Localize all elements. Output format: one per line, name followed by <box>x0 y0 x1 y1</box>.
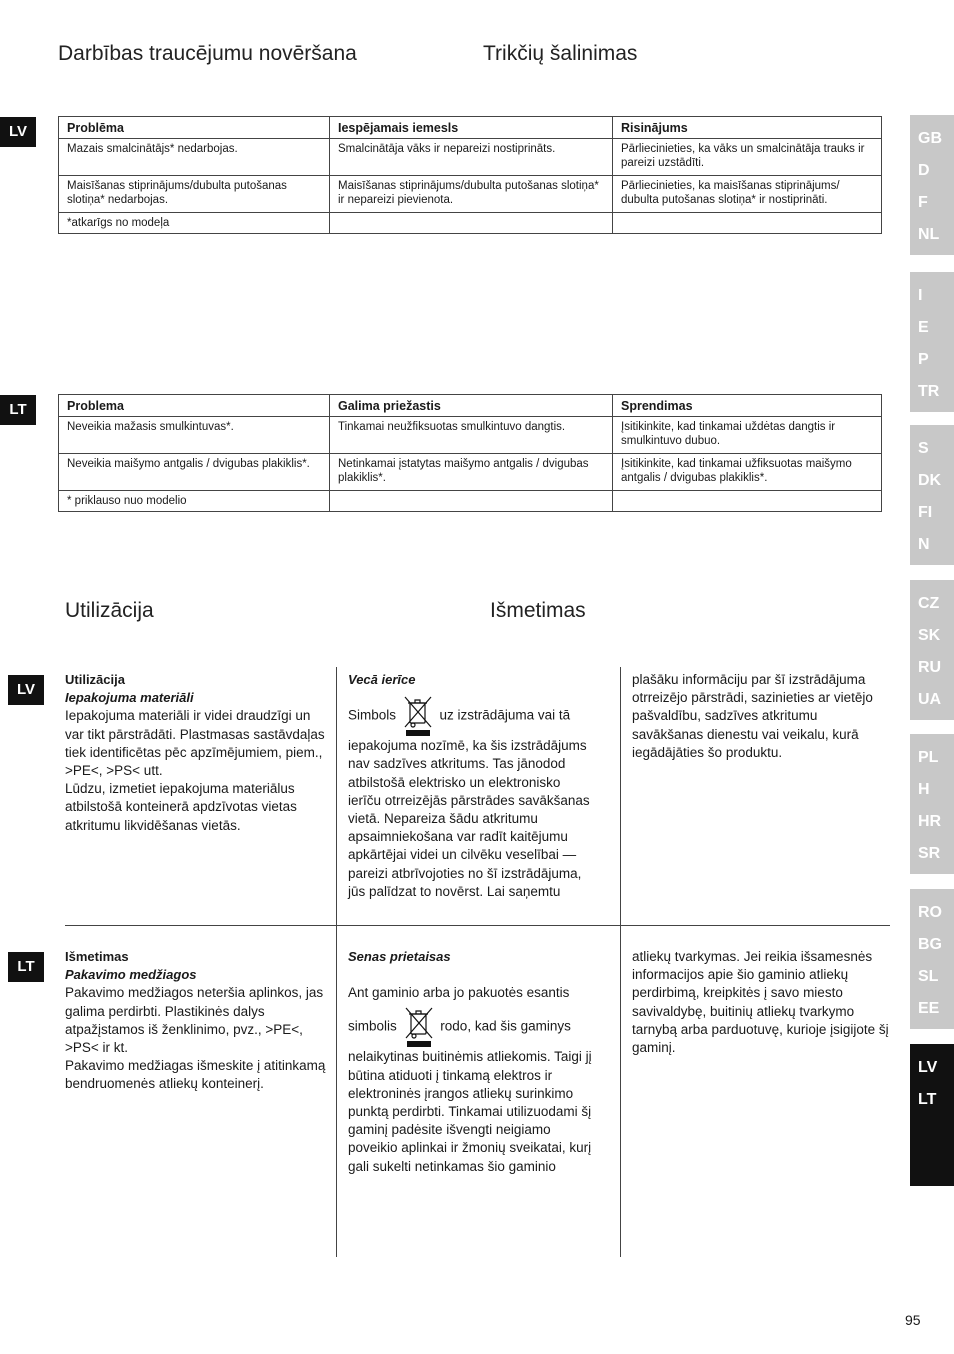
table-header-cell: Iespējamais iemesls <box>330 117 613 139</box>
table-cell: * priklauso nuo modelio <box>59 491 330 512</box>
side-lang-item[interactable]: RU <box>918 659 942 676</box>
page-number: 95 <box>905 1312 921 1328</box>
column-divider <box>620 667 621 1257</box>
side-lang-item-active[interactable]: LV <box>918 1059 938 1076</box>
side-lang-group <box>910 734 954 874</box>
table-cell: Pārliecinieties, ka vāks un smalcinātāja trauks ir pareizi uzstādīti. <box>613 139 882 176</box>
disposal-paragraph: Pakavimo medžiagas išmeskite į atitinkamą bendruomenės atliekų konteinerį. <box>65 1058 326 1092</box>
table-cell: Smalcinātāja vāks ir nepareizi nostiprināts. <box>330 139 613 176</box>
disposal-text: simbolis <box>348 1018 397 1034</box>
side-lang-item[interactable]: SK <box>918 627 941 644</box>
side-lang-item[interactable]: S <box>918 440 929 457</box>
disposal-subtitle: Pakavimo medžiagos <box>65 967 197 983</box>
disposal-subtitle: Iepakojuma materiāli <box>65 690 194 706</box>
lang-tag-lv-disposal: LV <box>8 675 44 705</box>
table-header-row <box>59 395 882 417</box>
disposal-text: Ant gaminio arba jo pakuotės esantis <box>348 985 570 1001</box>
row-divider <box>65 925 890 926</box>
table-cell: Maisīšanas stiprinājums/dubulta putošanas slotiņa* nedarbojas. <box>59 176 330 213</box>
disposal-lv-col1 <box>65 671 327 835</box>
disposal-lv-col3 <box>632 671 882 762</box>
table-row <box>59 417 882 454</box>
side-lang-group <box>910 272 954 412</box>
disposal-text: uz izstrādājuma vai tā iepakojuma nozīmē, ka šis izstrādājums nav sadzīves atkritums. Tas jānodod atbilstošā elektrisko un elektronisko ierīču otrreizējās pārstrādes savākšanas vietā. Nepareiza šādu atkritumu apsaimniekošana var radīt kaitējumu apkārtējai videi un cilvēku veselībai — pareizi atbrīvojoties no šī izstrādājuma, jūs palīdzat to novērst. Lai saņemtu <box>348 707 590 899</box>
side-lang-item[interactable]: N <box>918 536 930 553</box>
table-header-row <box>59 117 882 139</box>
table-cell: Įsitikinkite, kad tinkamai užfiksuotas maišymo antgalis / dvigubas plakiklis*. <box>613 454 882 491</box>
side-lang-item[interactable]: P <box>918 351 929 368</box>
side-lang-item[interactable]: F <box>918 194 928 211</box>
side-lang-item[interactable]: PL <box>918 749 939 766</box>
side-lang-group <box>910 580 954 720</box>
side-lang-group <box>910 889 954 1029</box>
side-lang-item[interactable]: GB <box>918 130 942 147</box>
lang-tag-lv: LV <box>0 117 36 147</box>
disposal-paragraph: atliekų tvarkymas. Jei reikia išsamesnės informacijos apie šio gaminio atliekų perdirbimą, kreipkitės į savo miesto savivaldybę, buitinių atliekų tvarkymo tarnybą arba parduotuvę, kurioje įsigijote šį gaminį. <box>632 949 889 1056</box>
table-row <box>59 139 882 176</box>
side-lang-item[interactable]: FI <box>918 504 933 521</box>
side-lang-item[interactable]: EE <box>918 1000 940 1017</box>
table-cell: Neveikia mažasis smulkintuvas*. <box>59 417 330 454</box>
table-cell: Netinkamai įstatytas maišymo antgalis / dvigubas plakiklis*. <box>330 454 613 491</box>
disposal-lt-col2 <box>348 948 598 1176</box>
side-lang-item[interactable]: H <box>918 781 930 798</box>
table-cell: Tinkamai neužfiksuotas smulkintuvo dangtis. <box>330 417 613 454</box>
table-header-cell: Problēma <box>59 117 330 139</box>
side-lang-item[interactable]: D <box>918 162 930 179</box>
side-lang-item[interactable]: NL <box>918 226 940 243</box>
table-header-cell: Galima priežastis <box>330 395 613 417</box>
disposal-text: rodo, kad šis gaminys nelaikytinas buitinėmis atliekomis. Taigi jį būtina atiduoti į tinkamą elektros ir elektroninės įrangos atliekų surinkimo punktą perdirbti. Tinkamai utilizuodami šį gaminį padėsite išvengti neigiamo poveikio aplinkai ir žmonių sveikatai, kurį gali sukelti netinkamas šio gaminio <box>348 1018 592 1174</box>
side-lang-group <box>910 425 954 565</box>
side-lang-item[interactable]: HR <box>918 813 942 830</box>
side-lang-item[interactable]: SR <box>918 845 941 862</box>
table-cell: Maisīšanas stiprinājums/dubulta putošanas slotiņa* ir nepareizi pievienota. <box>330 176 613 213</box>
disposal-lt-col3 <box>632 948 890 1057</box>
table-cell: Įsitikinkite, kad tinkamai uždėtas dangtis ir smulkintuvo dubuo. <box>613 417 882 454</box>
table-header-cell: Problema <box>59 395 330 417</box>
table-row <box>59 213 882 234</box>
heading-troubleshoot-lv: Darbības traucējumu novēršana <box>58 42 357 65</box>
disposal-text: Simbols <box>348 707 397 723</box>
disposal-subtitle: Senas prietaisas <box>348 949 451 964</box>
table-cell <box>330 213 613 234</box>
heading-troubleshoot-lt: Trikčių šalinimas <box>483 42 638 65</box>
side-lang-item[interactable]: TR <box>918 383 940 400</box>
disposal-lv-col2 <box>348 671 596 901</box>
table-header-cell: Sprendimas <box>613 395 882 417</box>
side-lang-item[interactable]: I <box>918 287 923 304</box>
troubleshoot-table-lt <box>58 394 882 512</box>
lang-tag-lt-disposal: LT <box>8 952 44 982</box>
disposal-paragraph: Lūdzu, izmetiet iepakojuma materiālus atbilstošā konteinerā apdzīvotas vietas atkritumu likvidēšanas vietās. <box>65 781 297 833</box>
table-row <box>59 491 882 512</box>
side-lang-item[interactable]: E <box>918 319 929 336</box>
disposal-title: Išmetimas <box>65 949 129 964</box>
disposal-lt-col1 <box>65 948 327 1094</box>
disposal-paragraph: Iepakojuma materiāli ir videi draudzīgi un var tikt pārstrādāti. Plastmasas sastāvdaļas tiek identificētas pēc apzīmējumiem, piem., >PE<, >PS< utt. <box>65 708 325 779</box>
table-row <box>59 176 882 213</box>
side-lang-item[interactable]: RO <box>918 904 942 921</box>
table-header-cell: Risinājums <box>613 117 882 139</box>
side-lang-item[interactable]: BG <box>918 936 942 953</box>
disposal-paragraph: Pakavimo medžiagos neteršia aplinkos, jas galima perdirbti. Plastikinės dalys atpažįstamos iš ženklinimo, pvz., >PE<, >PS< ir kt. <box>65 985 324 1056</box>
side-lang-item[interactable]: UA <box>918 691 942 708</box>
side-lang-item[interactable]: SL <box>918 968 939 985</box>
table-cell <box>330 491 613 512</box>
table-cell: *atkarīgs no modeļa <box>59 213 330 234</box>
table-cell <box>613 491 882 512</box>
table-cell: Neveikia maišymo antgalis / dvigubas plakiklis*. <box>59 454 330 491</box>
heading-disposal-lv: Utilizācija <box>65 599 154 622</box>
disposal-title: Utilizācija <box>65 672 125 687</box>
side-lang-item[interactable]: CZ <box>918 595 940 612</box>
table-cell: Mazais smalcinātājs* nedarbojas. <box>59 139 330 176</box>
weee-bin-icon <box>402 695 434 737</box>
heading-disposal-lt: Išmetimas <box>490 599 586 622</box>
table-cell <box>613 213 882 234</box>
side-lang-group <box>910 115 954 255</box>
side-lang-group-active <box>910 1044 954 1186</box>
table-row <box>59 454 882 491</box>
side-lang-item[interactable]: DK <box>918 472 942 489</box>
disposal-subtitle: Vecā ierīce <box>348 672 416 687</box>
column-divider <box>336 667 337 1257</box>
side-lang-item-active[interactable]: LT <box>918 1091 937 1108</box>
disposal-paragraph: plašāku informāciju par šī izstrādājuma otrreizējo pārstrādi, sazinieties ar vietējo pašvaldību, sadzīves atkritumu savākšanas dienestu vai veikalu, kurā iegādājāties šo produktu. <box>632 672 873 760</box>
table-cell: Pārliecinieties, ka maisīšanas stiprinājums/ dubulta putošanas slotiņa* ir nostiprināti. <box>613 176 882 213</box>
weee-bin-icon <box>403 1006 435 1048</box>
troubleshoot-table-lv <box>58 116 882 234</box>
lang-tag-lt: LT <box>0 395 36 425</box>
